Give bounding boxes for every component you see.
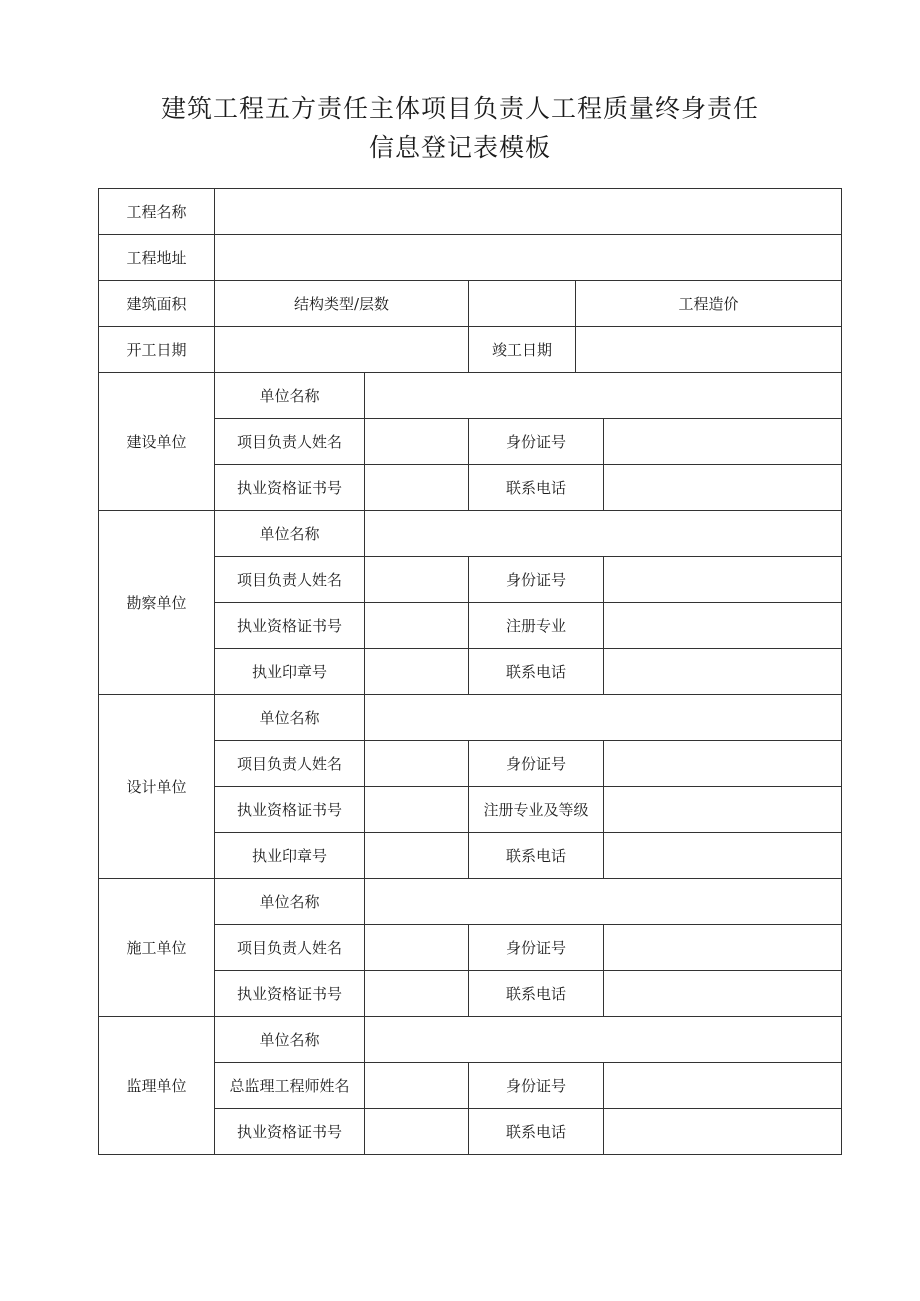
- survey-seal-label: 执业印章号: [215, 649, 365, 695]
- supervision-manager-name-label: 总监理工程师姓名: [215, 1063, 365, 1109]
- project-name-row: [99, 189, 842, 235]
- project-name-field[interactable]: [215, 189, 842, 235]
- survey-id-field[interactable]: [604, 557, 842, 603]
- construction-phone-label: 联系电话: [469, 465, 604, 511]
- survey-seal-field[interactable]: [365, 649, 469, 695]
- builder-unit-name-label: 单位名称: [215, 879, 365, 925]
- builder-cert-field[interactable]: [365, 971, 469, 1017]
- project-area-row: [99, 281, 842, 327]
- project-address-row: [99, 235, 842, 281]
- supervision-cert-field[interactable]: [365, 1109, 469, 1155]
- survey-phone-field[interactable]: [604, 649, 842, 695]
- builder-unit-name-field[interactable]: [365, 879, 842, 925]
- builder-phone-field[interactable]: [604, 971, 842, 1017]
- construction-unit-name-label: 单位名称: [215, 373, 365, 419]
- construction-id-label: 身份证号: [469, 419, 604, 465]
- design-unit-name-row: [99, 695, 842, 741]
- design-cert-field[interactable]: [365, 787, 469, 833]
- survey-specialty-label: 注册专业: [469, 603, 604, 649]
- survey-phone-label: 联系电话: [469, 649, 604, 695]
- design-manager-name-field[interactable]: [365, 741, 469, 787]
- construction-id-field[interactable]: [604, 419, 842, 465]
- builder-cert-label: 执业资格证书号: [215, 971, 365, 1017]
- design-id-label: 身份证号: [469, 741, 604, 787]
- supervision-unit-label: 监理单位: [99, 1017, 215, 1155]
- builder-manager-name-label: 项目负责人姓名: [215, 925, 365, 971]
- construction-unit-name-row: [99, 373, 842, 419]
- project-cost-label: 工程造价: [576, 281, 842, 327]
- construction-cert-label: 执业资格证书号: [215, 465, 365, 511]
- registration-form-table: [98, 188, 842, 1155]
- survey-unit-name-field[interactable]: [365, 511, 842, 557]
- design-unit-name-field[interactable]: [365, 695, 842, 741]
- construction-manager-name-field[interactable]: [365, 419, 469, 465]
- supervision-manager-name-field[interactable]: [365, 1063, 469, 1109]
- survey-unit-name-label: 单位名称: [215, 511, 365, 557]
- design-seal-field[interactable]: [365, 833, 469, 879]
- survey-unit-label: 勘察单位: [99, 511, 215, 695]
- project-address-field[interactable]: [215, 235, 842, 281]
- structure-type-field[interactable]: [469, 281, 576, 327]
- survey-unit-name-row: [99, 511, 842, 557]
- structure-type-label: 结构类型/层数: [215, 281, 469, 327]
- building-area-label: 建筑面积: [99, 281, 215, 327]
- supervision-unit-name-label: 单位名称: [215, 1017, 365, 1063]
- supervision-id-label: 身份证号: [469, 1063, 604, 1109]
- design-phone-label: 联系电话: [469, 833, 604, 879]
- builder-unit-label: 施工单位: [99, 879, 215, 1017]
- builder-id-field[interactable]: [604, 925, 842, 971]
- construction-cert-field[interactable]: [365, 465, 469, 511]
- design-id-field[interactable]: [604, 741, 842, 787]
- design-seal-label: 执业印章号: [215, 833, 365, 879]
- survey-id-label: 身份证号: [469, 557, 604, 603]
- builder-unit-name-row: [99, 879, 842, 925]
- supervision-phone-label: 联系电话: [469, 1109, 604, 1155]
- survey-cert-label: 执业资格证书号: [215, 603, 365, 649]
- design-manager-name-label: 项目负责人姓名: [215, 741, 365, 787]
- supervision-cert-label: 执业资格证书号: [215, 1109, 365, 1155]
- project-dates-row: [99, 327, 842, 373]
- design-unit-label: 设计单位: [99, 695, 215, 879]
- construction-unit-name-field[interactable]: [365, 373, 842, 419]
- survey-specialty-field[interactable]: [604, 603, 842, 649]
- project-address-label: 工程地址: [99, 235, 215, 281]
- design-phone-field[interactable]: [604, 833, 842, 879]
- survey-cert-field[interactable]: [365, 603, 469, 649]
- design-specialty-field[interactable]: [604, 787, 842, 833]
- start-date-label: 开工日期: [99, 327, 215, 373]
- design-cert-label: 执业资格证书号: [215, 787, 365, 833]
- completion-date-field[interactable]: [576, 327, 842, 373]
- form-title-line-1: 建筑工程五方责任主体项目负责人工程质量终身责任: [160, 94, 759, 123]
- construction-manager-name-label: 项目负责人姓名: [215, 419, 365, 465]
- survey-manager-name-field[interactable]: [365, 557, 469, 603]
- project-name-label: 工程名称: [99, 189, 215, 235]
- builder-phone-label: 联系电话: [469, 971, 604, 1017]
- form-title-line-2: 信息登记表模板: [368, 133, 551, 162]
- construction-unit-label: 建设单位: [99, 373, 215, 511]
- builder-id-label: 身份证号: [469, 925, 604, 971]
- supervision-phone-field[interactable]: [604, 1109, 842, 1155]
- completion-date-label: 竣工日期: [469, 327, 576, 373]
- design-specialty-label: 注册专业及等级: [469, 787, 604, 833]
- construction-phone-field[interactable]: [604, 465, 842, 511]
- builder-manager-name-field[interactable]: [365, 925, 469, 971]
- supervision-unit-name-row: [99, 1017, 842, 1063]
- supervision-id-field[interactable]: [604, 1063, 842, 1109]
- supervision-unit-name-field[interactable]: [365, 1017, 842, 1063]
- survey-manager-name-label: 项目负责人姓名: [215, 557, 365, 603]
- start-date-field[interactable]: [215, 327, 469, 373]
- design-unit-name-label: 单位名称: [215, 695, 365, 741]
